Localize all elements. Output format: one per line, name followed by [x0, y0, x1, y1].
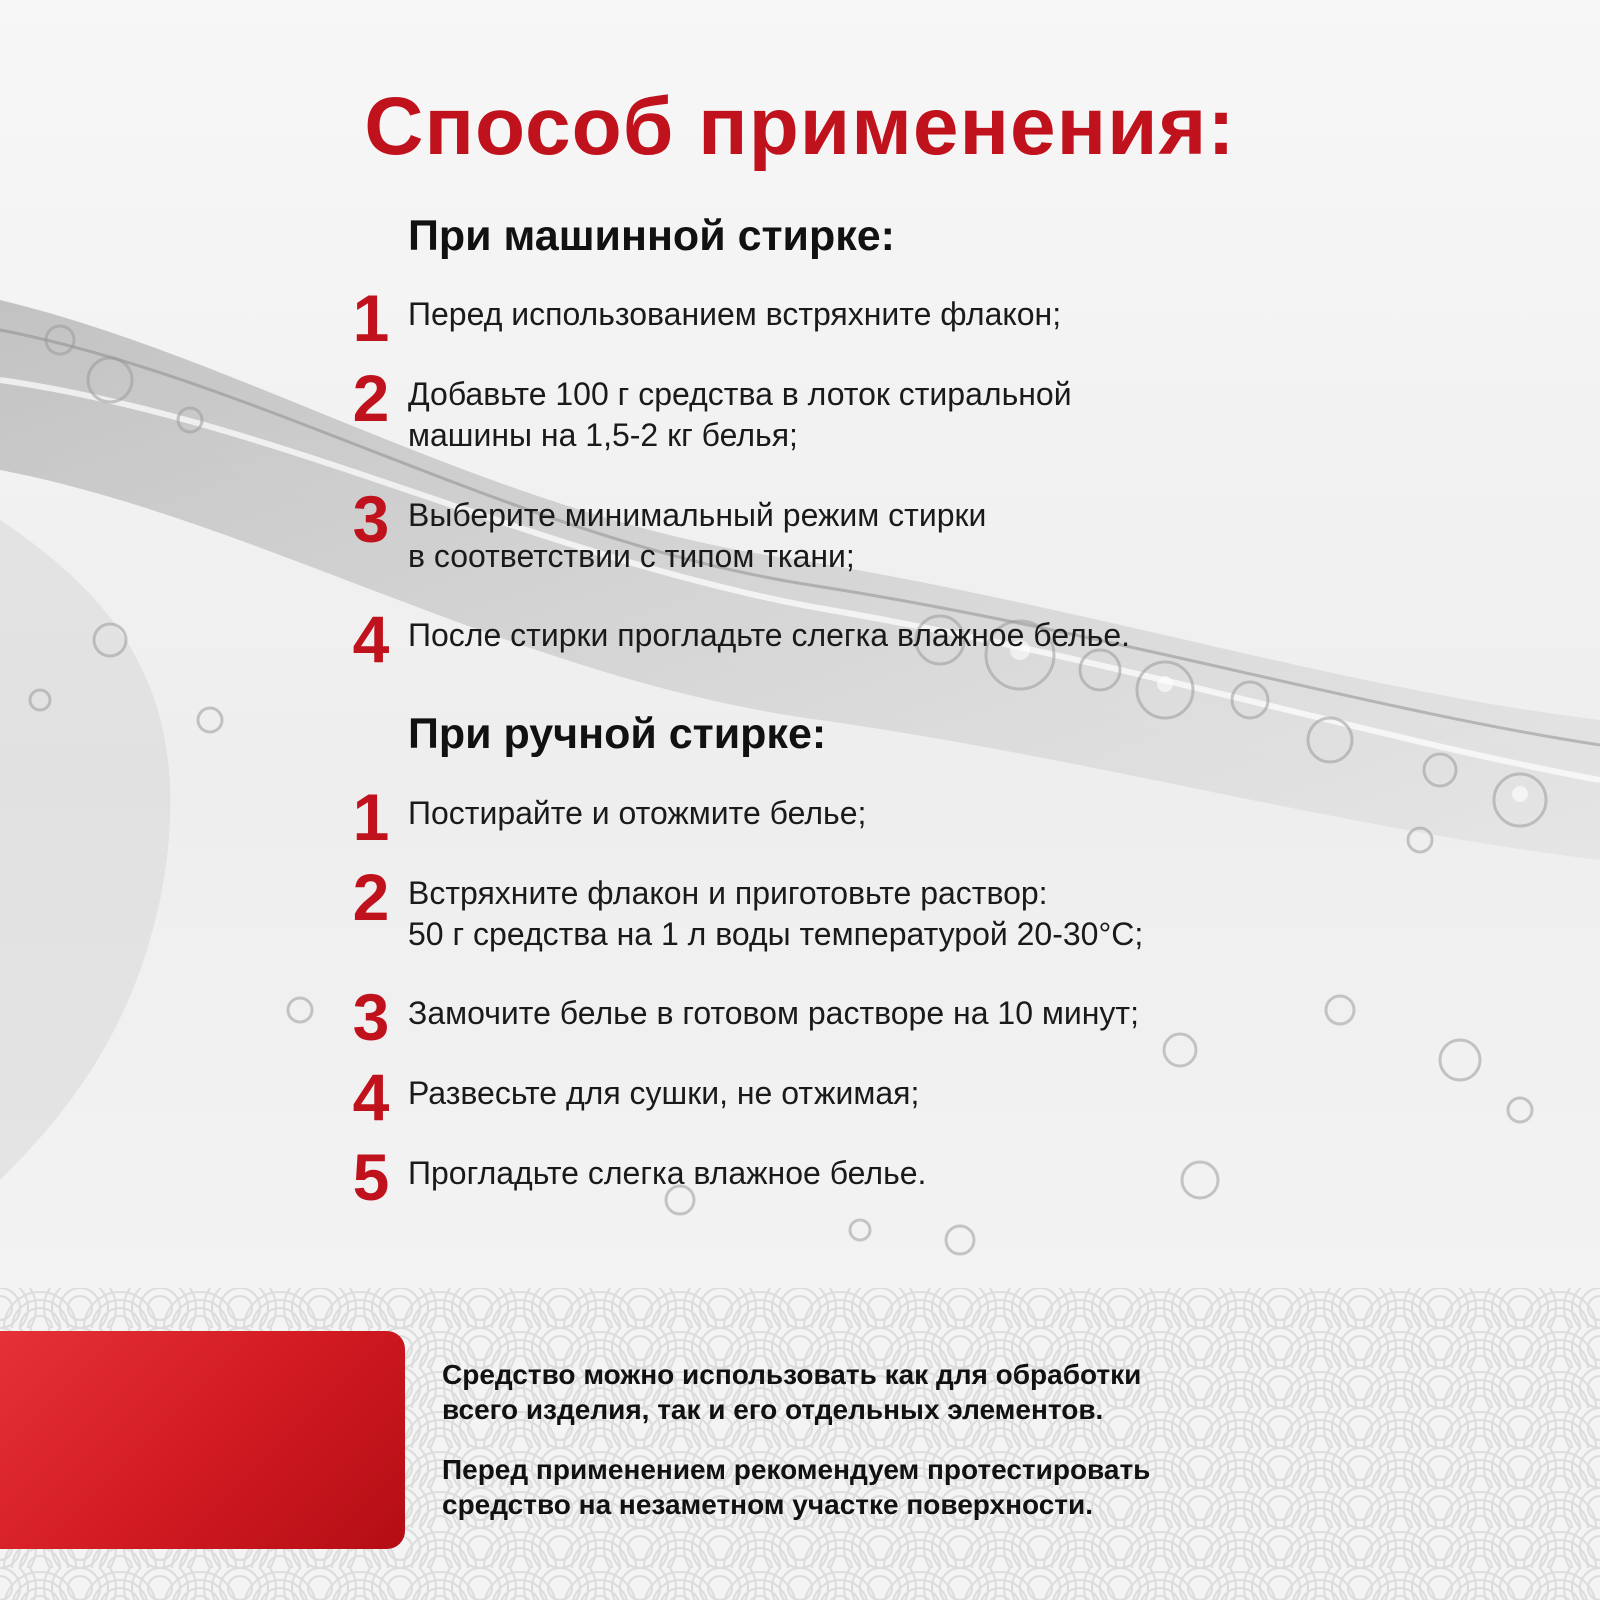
step-text: Постирайте и отожмите белье;: [408, 795, 867, 831]
hand-step-5: [330, 1140, 1330, 1243]
page-title: Способ применения:: [364, 81, 1236, 172]
step-number: 5: [352, 1140, 390, 1214]
step-text: Замочите белье в готовом растворе на 10 минут;: [408, 995, 1139, 1031]
step-number: 3: [352, 980, 390, 1054]
note-usage: Средство можно использовать как для обработки всего изделия, так и его отдельных элементов.: [442, 1359, 1142, 1425]
step-number: 4: [352, 602, 390, 676]
step-number: 4: [352, 1060, 390, 1134]
machine-step-4: [330, 602, 1330, 705]
machine-wash-heading: При машинной стирке:: [408, 212, 896, 260]
step-number: 2: [352, 860, 390, 934]
step-number: 1: [352, 281, 390, 355]
step-text: Развесьте для сушки, не отжимая;: [408, 1075, 920, 1111]
step-text: Перед использованием встряхните флакон;: [408, 296, 1062, 332]
step-text: После стирки прогладьте слегка влажное белье.: [408, 617, 1130, 653]
step-text: Встряхните флакон и приготовьте раствор: 50 г средства на 1 л воды температурой 20-30°С;: [408, 875, 1144, 952]
hand-step-4: [330, 1060, 1330, 1163]
step-number: 1: [352, 780, 390, 854]
hand-step-1: [330, 780, 1330, 883]
footer-notes: [0, 1288, 1600, 1600]
machine-step-3: [330, 482, 1330, 585]
red-accent-block: [0, 1331, 405, 1549]
hand-step-2: [330, 860, 1330, 963]
machine-step-2: [330, 361, 1330, 464]
step-text: Выберите минимальный режим стирки в соответствии с типом ткани;: [408, 497, 987, 574]
machine-step-1: [330, 281, 1330, 384]
step-number: 3: [352, 482, 390, 556]
hand-wash-heading: При ручной стирке:: [408, 710, 827, 758]
note-test-warning: Перед применением рекомендуем протестировать средство на незаметном участке поверхности.: [442, 1454, 1151, 1520]
step-number: 2: [352, 361, 390, 435]
step-text: Прогладьте слегка влажное белье.: [408, 1155, 927, 1191]
hand-step-3: [330, 980, 1330, 1083]
step-text: Добавьте 100 г средства в лоток стиральной машины на 1,5-2 кг белья;: [408, 376, 1072, 453]
